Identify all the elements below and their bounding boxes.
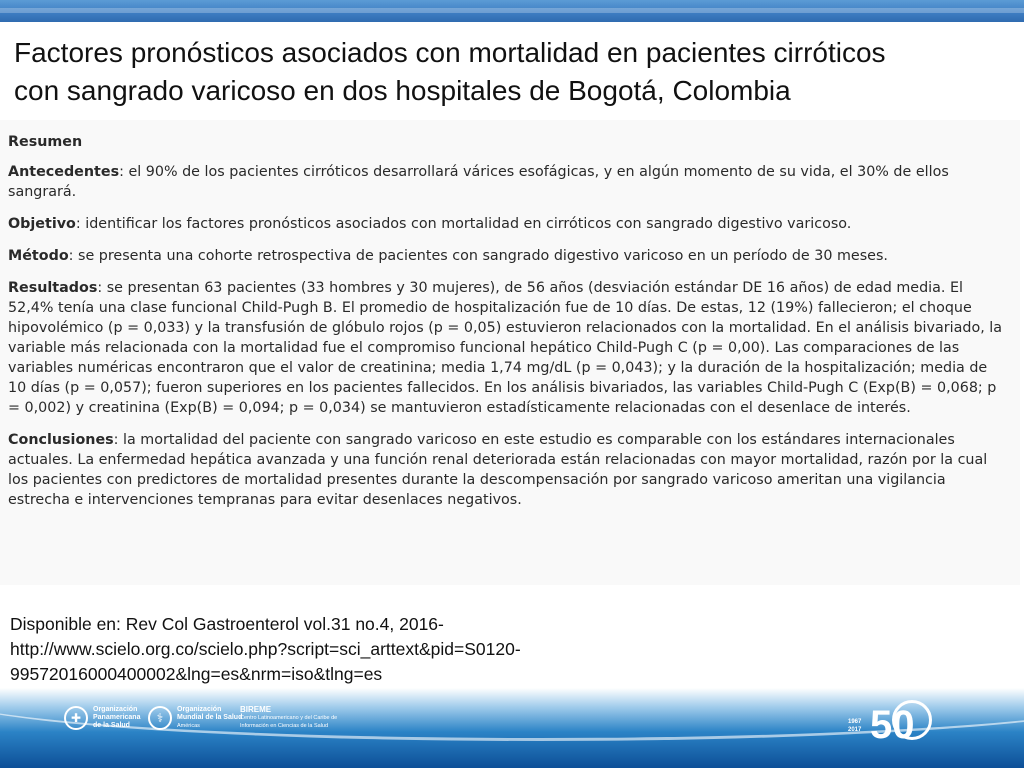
- source-url-line-2[interactable]: http://www.scielo.org.co/scielo.php?script=sci_arttext&pid=S0120-: [10, 639, 521, 659]
- abstract-resultados: [8, 278, 1002, 418]
- source-url-line-3[interactable]: 99572016000400002&lng=es&nrm=iso&tlng=es: [10, 664, 383, 684]
- abstract: [8, 132, 1002, 522]
- slide-title: [14, 34, 1009, 110]
- opas-globe-icon: ✚: [64, 706, 88, 730]
- conclusiones-text: : la mortalidad del paciente con sangrado varicoso en este estudio es comparable con los estándares internacionales actuales. La enfermedad hepática avanzada y una función renal deteriorada están relacionadas con mayor mortalidad, razón por la cual los pacientes con predictores de mortalidad presentes durante la descompensación por sangrado varicoso ameritan una vigilancia estrecha e intervenciones tempranas para evitar desenlaces negativos.: [8, 432, 988, 508]
- bireme-title: BIREME: [240, 705, 272, 714]
- opas-text-line-1: Organización: [93, 706, 138, 713]
- opas-logo: [64, 706, 140, 730]
- objetivo-label: Objetivo: [8, 216, 76, 232]
- bireme-text-line-1: Centro Latinoamericano y del Caribe de: [240, 715, 338, 721]
- antecedentes-text: : el 90% de los pacientes cirróticos desarrollará várices esofágicas, y en algún momento de su vida, el 30% de ellos sangrará.: [8, 164, 949, 200]
- source-citation: [10, 612, 710, 687]
- conclusiones-label: Conclusiones: [8, 432, 114, 448]
- anniversary-50-logo: [848, 700, 924, 756]
- top-banner-strip: [0, 8, 1024, 13]
- oms-text-line-1: Organización: [177, 706, 222, 713]
- resultados-text: : se presentan 63 pacientes (33 hombres y 30 mujeres), de 56 años (desviación estándar DE 16 años) de edad media. El 52,4% tenía una clase funcional Child-Pugh B. El promedio de hospitalización fue de 10 días. De estas, 12 (19%) fallecieron; el choque hipovolémico (p = 0,033) y la transfusión de glóbulo rojos (p = 0,05) estuvieron relacionados con la mortalidad. En el análisis bivariado, la variable más relacionada con la mortalidad fue el compromiso funcional hepático Child-Pugh C (p = 0,00). Las comparaciones de las variables numéricas encontraron que el valor de creatinina; media 1,74 mg/dL (p = 0,043); y la duración de la hospitalización; media de 10 días (p = 0,057); fueron superiores en los pacientes fallecidos. En los análisis bivariados, las variables Child-Pugh C (Exp(B) = 0,068; p = 0,002) y creatinina (Exp(B) = 0,094; p = 0,034) se mantuvieron estadísticamente relacionadas con el desenlace de interés.: [8, 280, 1003, 416]
- abstract-conclusiones: [8, 430, 1002, 510]
- antecedentes-label: Antecedentes: [8, 164, 120, 180]
- abstract-antecedentes: [8, 162, 1002, 202]
- source-line-1: Disponible en: Rev Col Gastroenterol vol.31 no.4, 2016-: [10, 614, 444, 634]
- bireme-logo-text: [240, 706, 337, 730]
- metodo-text: : se presenta una cohorte retrospectiva de pacientes con sangrado digestivo varicoso en un período de 30 meses.: [68, 248, 888, 264]
- title-line-1: Factores pronósticos asociados con mortalidad en pacientes cirróticos: [14, 37, 886, 68]
- title-line-2: con sangrado varicoso en dos hospitales de Bogotá, Colombia: [14, 75, 791, 106]
- footer-banner: [0, 688, 1024, 768]
- oms-logo: [148, 706, 242, 730]
- anniversary-year-end: 2017: [848, 727, 862, 733]
- who-emblem-icon: ⚕: [148, 706, 172, 730]
- bireme-logo: [240, 706, 337, 730]
- abstract-objetivo: [8, 214, 1002, 234]
- top-banner: [0, 0, 1024, 22]
- bireme-text-line-2: Información en Ciencias de la Salud: [240, 723, 329, 729]
- oms-logo-text: [177, 706, 242, 730]
- resultados-label: Resultados: [8, 280, 98, 296]
- objetivo-text: : identificar los factores pronósticos asociados con mortalidad en cirróticos con sangrado digestivo varicoso.: [75, 216, 852, 232]
- anniversary-year-start: 1967: [848, 719, 862, 725]
- anniversary-number: 50: [870, 703, 915, 747]
- opas-logo-text: [93, 706, 140, 730]
- oms-text-line-2: Mundial de la Salud: [177, 714, 243, 721]
- anniversary-years: [848, 718, 861, 734]
- oms-text-line-3: Américas: [177, 723, 200, 729]
- opas-text-line-3: de la Salud: [93, 722, 130, 729]
- opas-text-line-2: Panamericana: [93, 714, 141, 721]
- abstract-heading: Resumen: [8, 134, 83, 150]
- metodo-label: Método: [8, 248, 69, 264]
- abstract-metodo: [8, 246, 1002, 266]
